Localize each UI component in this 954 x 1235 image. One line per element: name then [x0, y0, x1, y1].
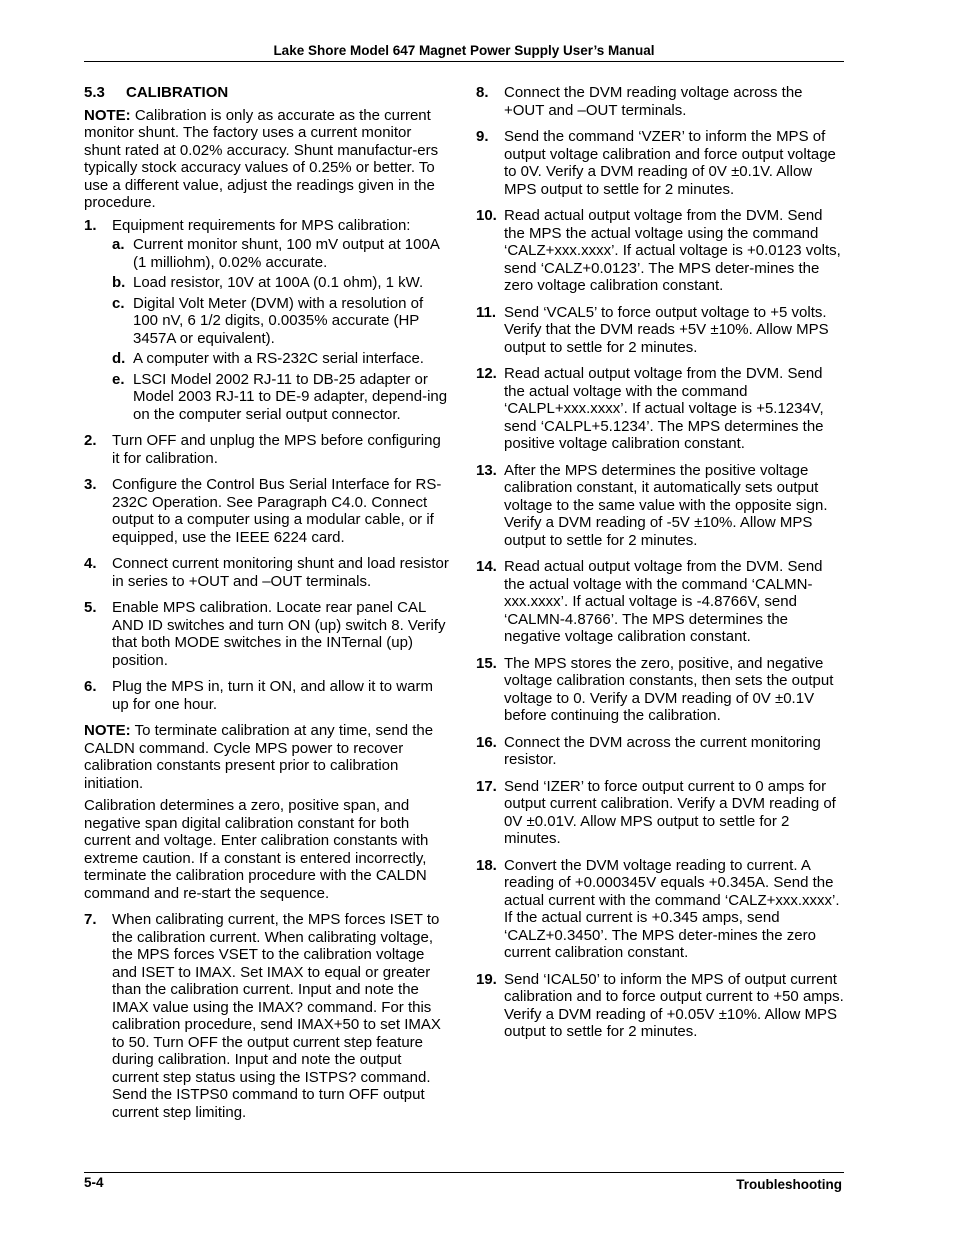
right-column [476, 84, 844, 1050]
step-number: 12. [476, 365, 497, 382]
note-label: NOTE: [84, 722, 131, 739]
step-text: The MPS stores the zero, positive, and negative voltage calibration constants, then sets the output voltage to 0. Verify a DVM reading of 0V ±0.1V before continuing the calibration. [504, 654, 834, 724]
sub-item-d [84, 350, 450, 368]
section-number: 5.3 [84, 84, 105, 101]
step-item-19 [476, 971, 844, 1041]
step-item-15 [476, 655, 844, 725]
step-text: Equipment requirements for MPS calibration: [112, 216, 411, 234]
step-text: Connect the DVM across the current monitoring resistor. [504, 733, 821, 768]
step-item-9 [476, 128, 844, 198]
step-text: Send ‘VCAL5’ to force output voltage to +5 volts. Verify that the DVM reads +5V ±10%. Allow MPS output to settle for 2 minutes. [504, 303, 829, 356]
note-text: Calibration is only as accurate as the current monitor shunt. The factory uses a current monitor shunt rated at 0.02% accuracy. Shunt manufactur-ers typically stock accuracy values of 0.25% or better. To use a different value, adjust the readings given in the procedure. [84, 106, 439, 211]
step-text: Read actual output voltage from the DVM. Send the MPS the actual voltage using the command ‘CALZ+xxx.xxxx’. If actual voltage is +0.0123 volts, send ‘CALZ+0.0123’. The MPS deter-mines the zero voltage calibration constant. [504, 207, 841, 294]
sub-letter: b. [112, 274, 126, 291]
step-number: 15. [476, 654, 497, 672]
page-number: 5-4 [84, 1175, 104, 1190]
step-text: When calibrating current, the MPS forces ISET to the calibration current. When calibrating voltage, the MPS forces VSET to the calibration voltage and ISET to IMAX. Set IMAX to equal or greater than the calibration current. Input and note the IMAX value using the IMAX? command. For this calibration procedure, send IMAX+50 to set IMAX to 50. Turn OFF the output current step feature during calibration. Input and note the output current step status using the ISTPS? command. Send the ISTPS0 command to turn OFF output current step limiting. [112, 911, 441, 1121]
step-item-13 [476, 462, 844, 550]
sub-item-b [84, 274, 450, 292]
step-text: After the MPS determines the positive voltage calibration constant, it automatically sets output voltage to the same value with the opposite sign. Verify a DVM reading of -5V ±10%. Allow MPS output to settle for 2 minutes. [504, 461, 828, 549]
step-text: Connect current monitoring shunt and load resistor in series to +OUT and –OUT terminals. [112, 555, 449, 590]
sub-item-e [84, 371, 450, 424]
sub-text: LSCI Model 2002 RJ-11 to DB-25 adapter or Model 2003 RJ-11 to DE-9 adapter, depend-ing on the computer serial output connector. [133, 370, 448, 423]
step-item-16 [476, 734, 844, 769]
sub-text: A computer with a RS-232C serial interface. [133, 350, 424, 367]
step-number: 2. [84, 432, 97, 449]
step-text: Convert the DVM voltage reading to current. A reading of +0.000345V equals +0.345A. Send the actual current with the command ‘CALZ+xxx.xxxx’. If the actual current is +0.345 amps, send ‘CALZ+0.3450’. The MPS deter-mines the zero current calibration constant. [504, 856, 840, 961]
step-text: Plug the MPS in, turn it ON, and allow it to warm up for one hour. [112, 678, 433, 713]
step-text: Connect the DVM reading voltage across the +OUT and –OUT terminals. [504, 84, 803, 119]
step-item-8 [476, 84, 844, 119]
step-item-12 [476, 365, 844, 453]
step-text: Send the command ‘VZER’ to inform the MPS of output voltage calibration and force output voltage to 0V. Verify a DVM reading of 0V ±0.1V. Allow MPS output to settle for 2 minutes. [504, 128, 836, 198]
step-number: 8. [476, 84, 489, 101]
step-number: 19. [476, 970, 497, 988]
sub-text: Current monitor shunt, 100 mV output at 100A (1 milliohm), 0.02% accurate. [133, 236, 440, 271]
header-rule [84, 61, 844, 62]
step-text: Read actual output voltage from the DVM. Send the actual voltage with the command ‘CALPL+xxx.xxxx’. If actual voltage is +5.1234V, send ‘CALPL+5.1234’. The MPS determines the positive voltage calibration constant. [504, 365, 824, 452]
sub-letter: a. [112, 236, 125, 253]
sub-list [84, 236, 450, 423]
note-terminate-calibration [84, 722, 450, 792]
sub-item-c [84, 295, 450, 348]
step-number: 13. [476, 461, 497, 479]
note-calibration-accuracy [84, 107, 450, 212]
step-number: 14. [476, 558, 497, 575]
step-text: Send ‘ICAL50’ to inform the MPS of output current calibration and to force output current to +50 amps. Verify a DVM reading of +0.05V ±10%. Allow MPS output to settle for 2 minutes. [504, 970, 844, 1040]
step-text: Turn OFF and unplug the MPS before configuring it for calibration. [112, 432, 441, 467]
step-item-7 [84, 911, 450, 1121]
step-item-18 [476, 857, 844, 962]
step-number: 17. [476, 777, 497, 795]
step-item-2 [84, 432, 450, 467]
step-number: 6. [84, 678, 97, 695]
step-text: Configure the Control Bus Serial Interface for RS-232C Operation. See Paragraph C4.0. Connect output to a computer using a modular cable, or if equipped, use the IEEE 6224 card. [112, 476, 442, 546]
left-column [84, 84, 450, 1130]
step-number: 10. [476, 207, 497, 224]
sub-letter: e. [112, 370, 125, 388]
step-number: 11. [476, 303, 497, 321]
footer-rule [84, 1172, 844, 1173]
step-item-1 [84, 217, 450, 424]
page-header-title: Lake Shore Model 647 Magnet Power Supply User’s Manual [273, 43, 655, 58]
step-text: Send ‘IZER’ to force output current to 0 amps for output current calibration. Verify a DVM reading of 0V ±0.01V. Allow MPS output to settle for 2 minutes. [504, 777, 836, 847]
sub-letter: c. [112, 294, 125, 312]
section-title: CALIBRATION [126, 84, 229, 101]
step-number: 4. [84, 555, 97, 572]
step-number: 5. [84, 599, 97, 616]
step-number: 1. [84, 216, 97, 234]
sub-letter: d. [112, 350, 126, 367]
section-heading [84, 84, 450, 102]
calibration-description-paragraph: Calibration determines a zero, positive span, and negative span digital calibration constant for both current and voltage. Enter calibration constants with extreme caution. If a constant is entered incorrectly, terminate the calibration procedure with the CALDN command and re-start the sequence. [84, 797, 429, 902]
step-item-11 [476, 304, 844, 357]
step-item-3 [84, 476, 450, 546]
footer-section-name: Troubleshooting [736, 1177, 842, 1192]
note-text: To terminate calibration at any time, send the CALDN command. Cycle MPS power to recover calibration constants present prior to calibration initiation. [84, 722, 434, 792]
step-number: 9. [476, 128, 489, 145]
step-item-6 [84, 678, 450, 713]
step-number: 3. [84, 476, 97, 493]
step-item-10 [476, 207, 844, 295]
step-item-17 [476, 778, 844, 848]
step-item-14 [476, 558, 844, 646]
step-item-4 [84, 555, 450, 590]
step-number: 16. [476, 733, 497, 751]
step-text: Enable MPS calibration. Locate rear panel CAL AND ID switches and turn ON (up) switch 8. Verify that both MODE switches in the INTernal (up) position. [112, 599, 446, 669]
sub-text: Digital Volt Meter (DVM) with a resolution of 100 nV, 6 1/2 digits, 0.0035% accurate (HP 3457A or equivalent). [133, 294, 424, 347]
sub-item-a [84, 236, 450, 271]
steps-list-a [84, 217, 450, 714]
step-number: 18. [476, 856, 497, 874]
sub-text: Load resistor, 10V at 100A (0.1 ohm), 1 kW. [133, 274, 424, 291]
step-item-5 [84, 599, 450, 669]
step-number: 7. [84, 911, 97, 928]
note-label: NOTE: [84, 106, 131, 124]
step-text: Read actual output voltage from the DVM. Send the actual voltage with the command ‘CALMN-xxx.xxxx’. If actual voltage is -4.8766V, send ‘CALMN-4.8766’. The MPS determines the negative voltage calibration constant. [504, 558, 823, 645]
